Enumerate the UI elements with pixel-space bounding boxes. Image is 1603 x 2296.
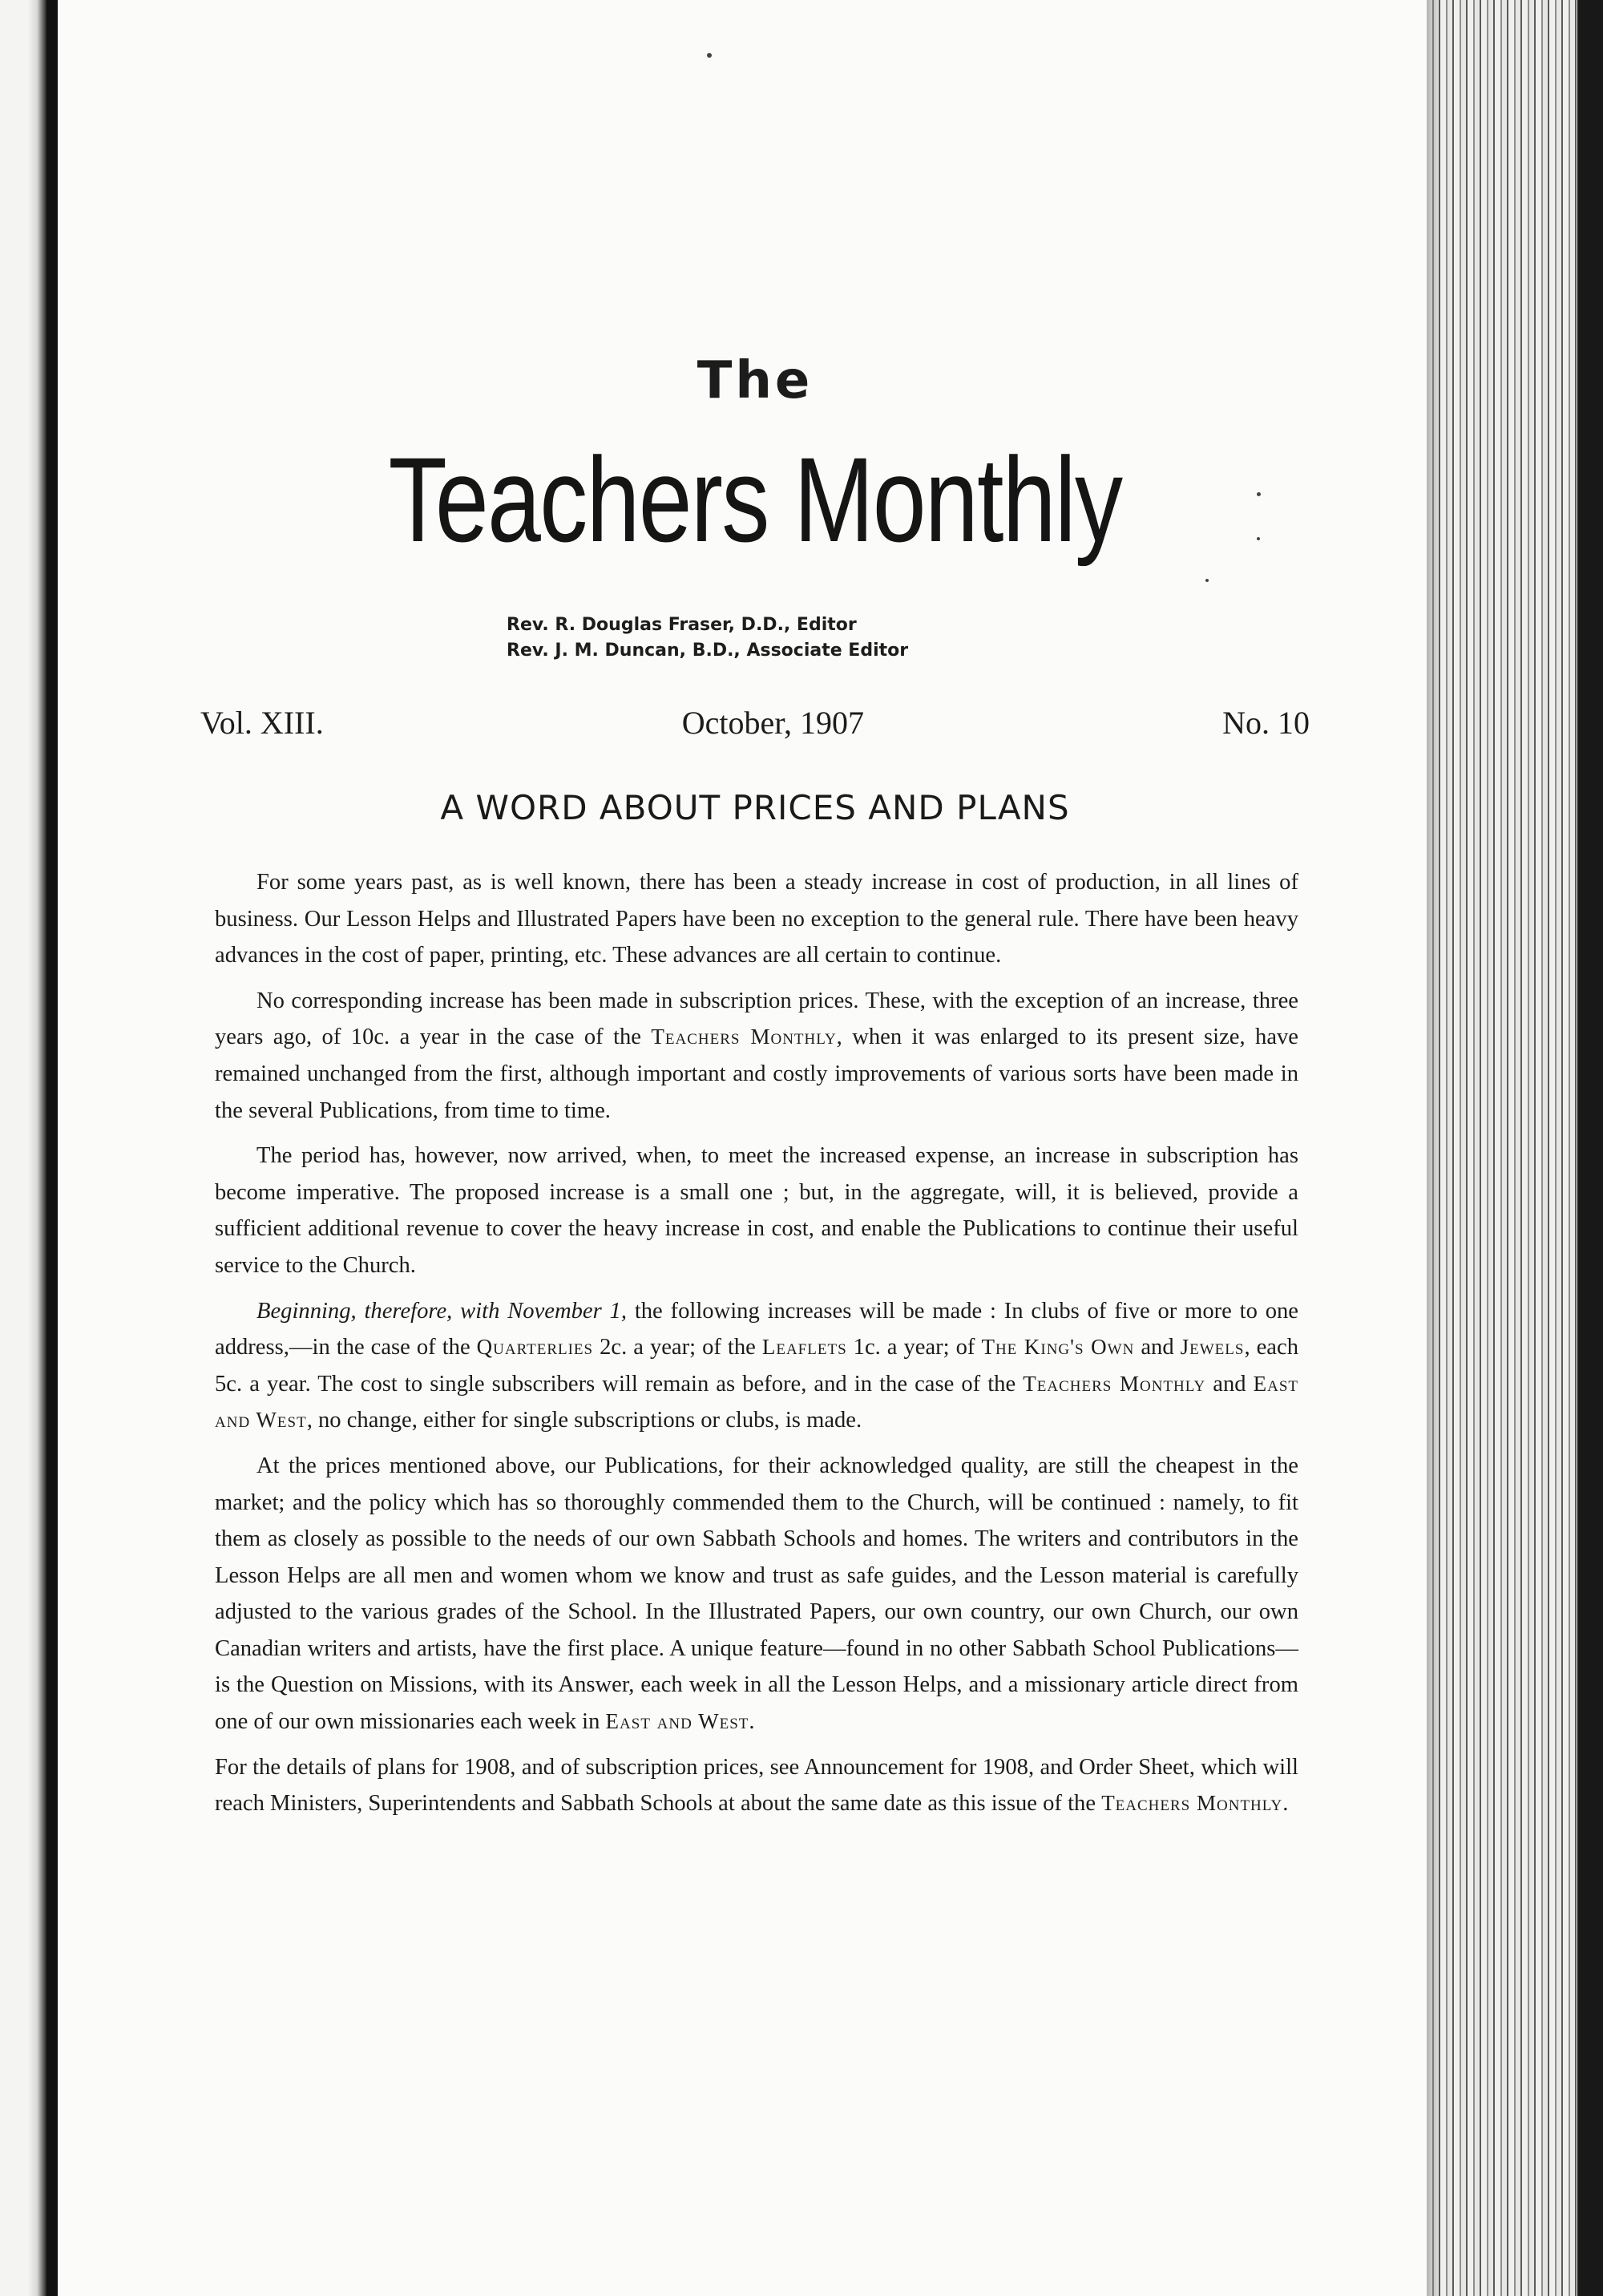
page xyxy=(58,0,1427,2296)
ink-speck xyxy=(707,53,712,58)
ink-speck xyxy=(1205,579,1209,582)
issue-line xyxy=(200,704,1310,742)
paragraph-6: For the details of plans for 1908, and of subscription prices, see Announcement for 1908, and Order Sheet, which will reach Ministers, Superintendents and Sabbath Schools at about the same date as this issue of the Teachers Monthly. xyxy=(215,1754,1298,1817)
editors-block xyxy=(507,612,1084,664)
article-body xyxy=(215,864,1298,1831)
book-cover-edge xyxy=(1577,0,1603,2296)
facing-page-edge xyxy=(0,0,46,2296)
volume-label: Vol. XIII. xyxy=(200,705,324,741)
paragraph-2: No corresponding increase has been made in subscription prices. These, with the exception of an increase, three years ago, of 10c. a year in the case of the Teachers Monthly, when it was enlarged to its present size, have remained unchanged from the first, although important and costly improvements of various sorts have been made in the several Publications, from time to time. xyxy=(215,988,1298,1123)
book-page-edges xyxy=(1427,0,1603,2296)
associate-editor-line: Rev. J. M. Duncan, B.D., Associate Editor xyxy=(507,641,909,661)
masthead-the: The xyxy=(697,351,814,410)
article-title: A WORD ABOUT PRICES AND PLANS xyxy=(440,788,1070,827)
editor-line: Rev. R. Douglas Fraser, D.D., Editor xyxy=(507,615,857,635)
book-gutter xyxy=(46,0,58,2296)
paragraph-1: For some years past, as is well known, there has been a steady increase in cost of production, in all lines of business. Our Lesson Helps and Illustrated Papers have been no exception to the general rule. There have been heavy advances in the cost of paper, printing, etc. These advances are all certain to continue. xyxy=(215,870,1298,968)
page-edge-shadow xyxy=(1427,0,1441,2296)
masthead-title: Teachers Monthly xyxy=(388,432,1122,567)
paragraph-3: The period has, however, now arrived, when, to meet the increased expense, an increase in subscription has become imperative. The proposed increase is a small one ; but, in the aggregate, will, it is believed, provide a sufficient additional revenue to cover the heavy increase in cost, and enable the Publications to continue their useful service to the Church. xyxy=(215,1143,1298,1278)
paragraph-4: Beginning, therefore, with November 1, the following increases will be made : In clubs of five or more to one address,—in the case of the Quarterlies 2c. a year; of the Leaflets 1c. a year; of The King's Own and Jewels, each 5c. a year. The cost to single subscribers will remain as before, and in the case of the Teachers Monthly and East and West, no change, either for single subscriptions or clubs, is made. xyxy=(215,1298,1298,1433)
issue-date: October, 1907 xyxy=(681,705,865,741)
paragraph-5: At the prices mentioned above, our Publications, for their acknowledged quality, are still the cheapest in the market; and the policy which has so thoroughly commended them to the Church, will be continued : namely, to fit them as closely as possible to the needs of our own Sabbath Schools and homes. The writers and contributors in the Lesson Helps are all men and women whom we know and trust as safe guides, and the Lesson material is carefully adjusted to the various grades of the School. In the Illustrated Papers, our own country, our own Church, our own Canadian writers and artists, have the first place. A unique feature—found in no other Sabbath School Publications—is the Question on Missions, with its Answer, each week in all the Lesson Helps, and a missionary article direct from one of our own missionaries each week in East and West. xyxy=(215,1453,1298,1735)
issue-number: No. 10 xyxy=(1222,705,1310,741)
